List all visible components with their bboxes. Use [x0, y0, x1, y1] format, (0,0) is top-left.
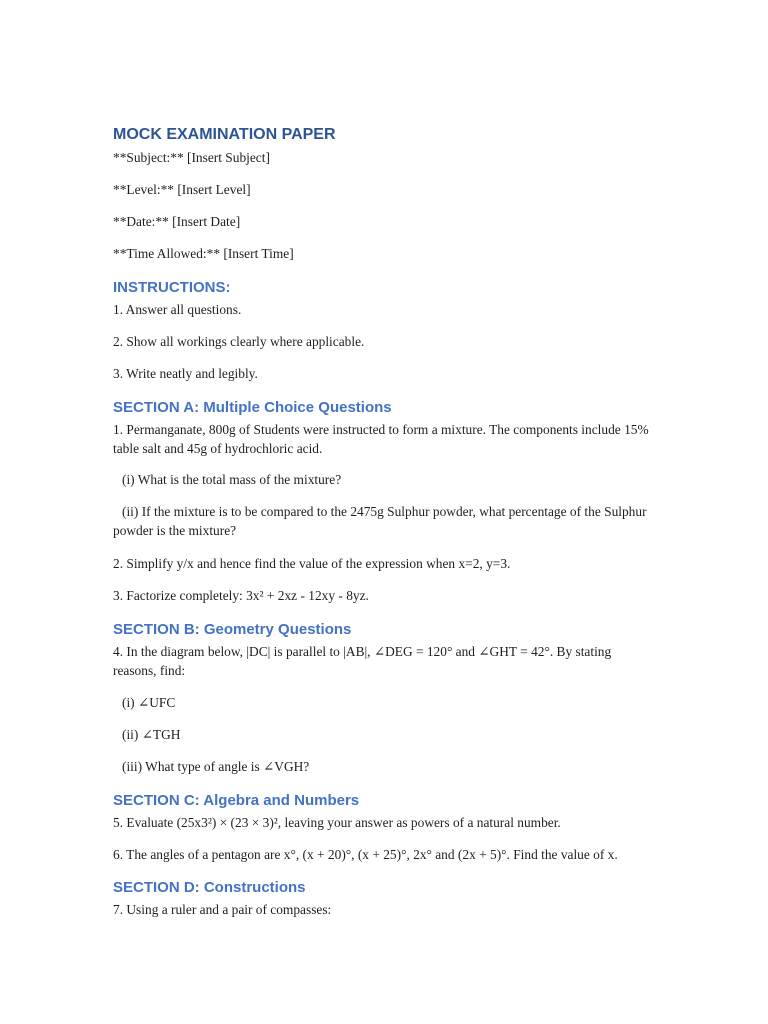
section-d-heading: SECTION D: Constructions: [113, 879, 306, 896]
section-b-heading: SECTION B: Geometry Questions: [113, 621, 352, 638]
question-2: 2. Simplify y/x and hence find the value of the expression when x=2, y=3.: [113, 556, 511, 571]
date-line: **Date:** [Insert Date]: [113, 214, 241, 229]
question-4-part-ii: (ii) ∠TGH: [122, 727, 181, 742]
level-line: **Level:** [Insert Level]: [113, 182, 251, 197]
question-4-part-iii: (iii) What type of angle is ∠VGH?: [122, 759, 310, 774]
question-4: 4. In the diagram below, |DC| is parallel to |AB|, ∠DEG = 120° and ∠GHT = 42°. By stating reasons, find:: [113, 644, 615, 678]
section-a-heading: SECTION A: Multiple Choice Questions: [113, 399, 392, 416]
question-1: 1. Permanganate, 800g of Students were instructed to form a mixture. The components include 15% table salt and 45g of hydrochloric acid.: [113, 422, 652, 456]
question-1-part-i: (i) What is the total mass of the mixture?: [122, 472, 342, 487]
instruction-item: 3. Write neatly and legibly.: [113, 366, 258, 381]
question-1-part-ii: (ii) If the mixture is to be compared to the 2475g Sulphur powder, what percentage of the Sulphur powder is the mixture?: [113, 504, 650, 538]
document-title: MOCK EXAMINATION PAPER: [113, 126, 336, 143]
instruction-item: 1. Answer all questions.: [113, 302, 242, 317]
section-c-heading: SECTION C: Algebra and Numbers: [113, 792, 360, 809]
subject-line: **Subject:** [Insert Subject]: [113, 150, 270, 165]
question-4-part-i: (i) ∠UFC: [122, 695, 176, 710]
question-6: 6. The angles of a pentagon are x°, (x + 20)°, (x + 25)°, 2x° and (2x + 5)°. Find the value of x.: [113, 847, 618, 862]
question-5: 5. Evaluate (25x3²) × (23 × 3)², leaving your answer as powers of a natural number.: [113, 815, 561, 830]
time-allowed-line: **Time Allowed:** [Insert Time]: [113, 246, 294, 261]
question-3: 3. Factorize completely: 3x² + 2xz - 12xy - 8yz.: [113, 588, 369, 603]
instructions-heading: INSTRUCTIONS:: [113, 279, 231, 296]
instruction-item: 2. Show all workings clearly where applicable.: [113, 334, 365, 349]
question-7: 7. Using a ruler and a pair of compasses:: [113, 902, 332, 917]
